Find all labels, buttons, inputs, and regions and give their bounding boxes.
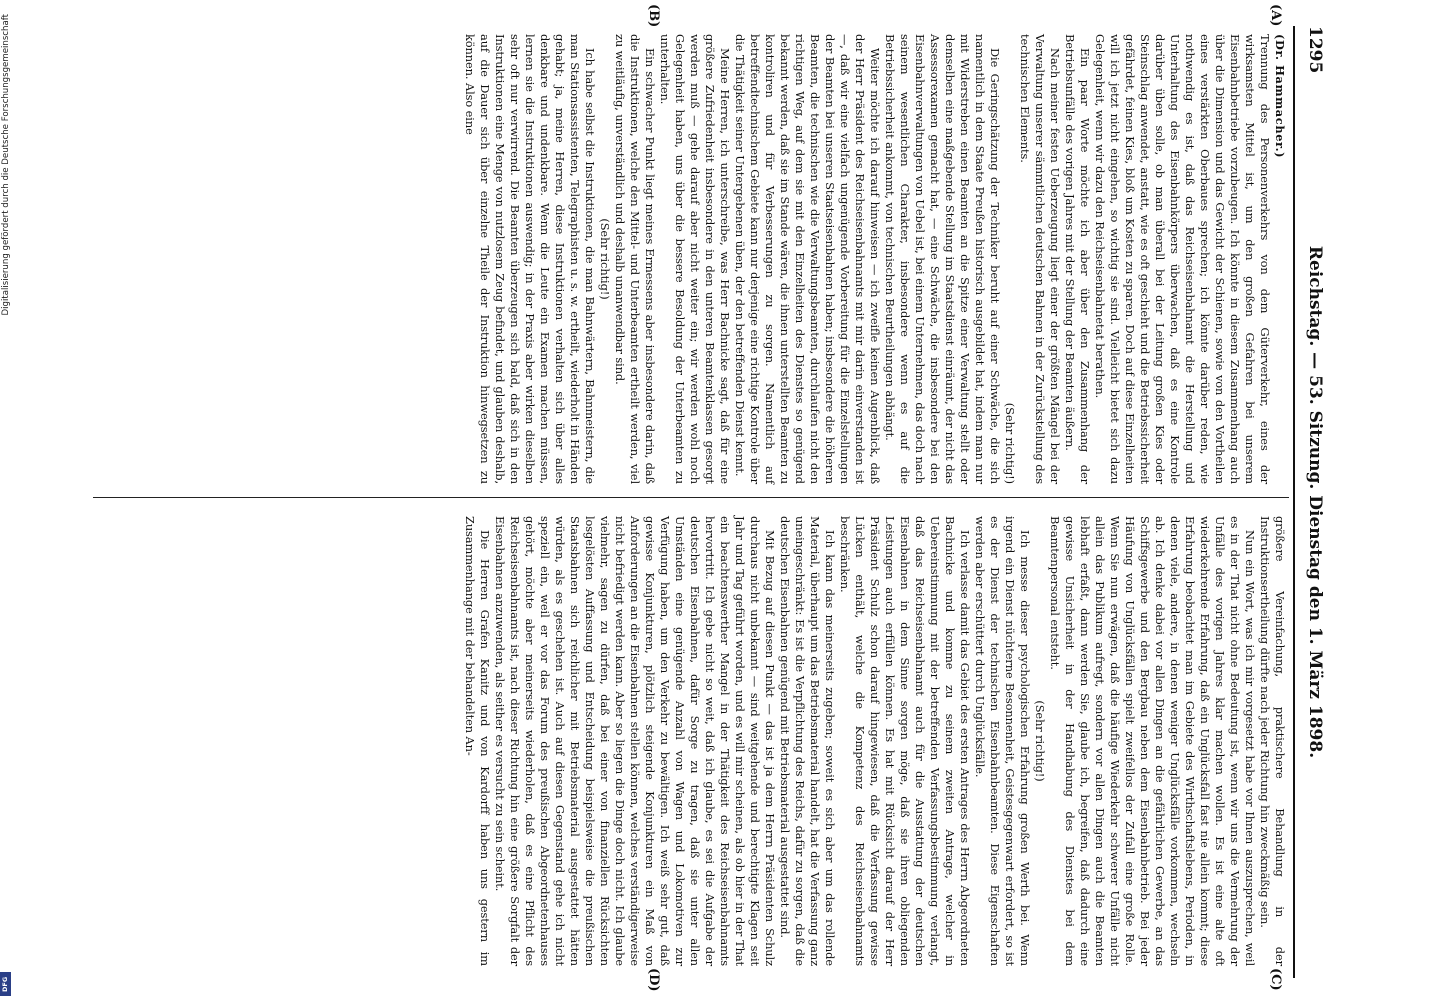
paragraph <box>1017 34 1062 484</box>
page-title: Reichstag. — 53. Sitzung. Dienstag den 1. März 1898. <box>1305 245 1325 759</box>
paragraph <box>837 516 972 966</box>
paragraph-text: größere Vereinfachung, praktischere Behandlung in der Instruktionsertheilung dürfte nach jeder Richtung hin zweckmäßig sein. <box>1258 516 1287 966</box>
paragraph <box>492 516 777 966</box>
paragraph-text: (Sehr richtig!) <box>1003 402 1017 484</box>
paragraph-text: (Sehr richtig!) <box>598 218 612 300</box>
paragraph-text: Nun ein Wort, was ich mir vorgesetzt habe vor Ihnen auszusprechen, weil es in der That nicht ohne Bedeutung ist, wenn wir uns die Vermehrung der Unfälle des vorigen Jahres klar machen wollen. Es ist eine alte oft wiederkehrende Erfahrung, daß ein Unglücksfall fast nie allein kommt; diese Erfahrung beobachtet man im Gebiete des Wirthschaftslebens, Perioden, in denen viele, andere, in denen weniger Unglücksfälle vorkommen, wechseln ab. Ich denke dabei vor allen Dingen an die gefährlichen Gewerbe, an das Schiffsgewerbe und den Bergbau neben dem Eisenbahnbetrieb. Bei jeder Häufung von Unglücksfällen spielt zweifellos der Zufall eine große Rolle. Wenn Sie nun erwägen, daß die häufige Wiederkehr schwerer Unfälle nicht allein das Publikum aufregt, sondern vor allen Dingen auch die Beamten lebhaft erfaßt, dann werden Sie, glaube ich, begreifen, daß dadurch eine gewisse Unsicherheit in der Handhabung des Dienstes bei dem Beamtenpersonal entsteht. <box>1048 516 1257 966</box>
paragraph-text: Meine Herren, ich unterschreibe, was Herr Bachnicke sagt, daß für eine größere Zufriedenheit insbesondere in den unteren Beamtenklassen gesorgt werden muß — gehe darauf aber nicht weiter ein; wir werden wohl noch Gelegenheit haben, uns über die bessere Besoldung der Unterbeamten zu unterhalten. <box>658 34 732 484</box>
footer-credit: Digitalisierung gefördert durch die Deutsche Forschungsgemeinschaft <box>1 14 11 316</box>
speaker-name: (Dr. Hammacher.) <box>1273 34 1287 159</box>
column-divider <box>93 497 1289 498</box>
paragraph-text: Weiter möchte ich darauf hinweisen — ich zweifle keinen Augenblick, daß der Herr Präsident des Reichseisenbahnamts mit mir darin einverstanden ist —, daß wir eine vielfach ungenügende Vorbereitung für die Einzelstellungen der Beamten bei unseren Staatseisenbahnen haben; insbesondere die höheren Beamten, die technischen wie die Verwaltungsbeamten, durchlaufen nicht den richtigen Weg, auf dem sie mit den Einzelheiten des Dienstes so genügend bekannt werden, daß sie im Stande wären, die ihnen unterstellten Beamten zu kontroliren und für Verbesserungen zu sorgen. Namentlich auf betreffendtechnischem Gebiete kann nur derjenige eine richtige Kontrole über die Thätigkeit seiner Untergebenen üben, der den betreffenden Dienst kennt. <box>733 34 882 484</box>
paragraph-text: Die Geringschätzung der Techniker beruht auf einer Schwäche, die sich namentlich in dem Staate Preußen historisch ausgebildet hat, indem man nur mit Widerstreben einen Beamten an die Spitze einer Verwaltung stellt oder demselben eine maßgebende Stellung im Staatsdienst einräumt, der nicht das Assessorexamen gemacht hat, — eine Schwäche, die insbesondere bei den Eisenbahnverwaltungen von Uebel ist, bei einem Unternehmen, das doch nach seinem wesentlichen Charakter, insbesondere wenn es auf die Betriebssicherheit ankommt, von technischen Beurtheilungen abhängt. <box>883 34 1002 484</box>
page-header <box>1293 26 1331 978</box>
margin-marker-d: (D) <box>646 968 661 992</box>
paragraph-text: Ich habe selbst die Instruktionen, die man Bahnwärtern, Bahnmeistern, die man Stationsassistenten, Telegraphisten u. s. w. ertheilt, wiederholt in Händen gehabt; ja, meine Herren, diese Instruktionen verhalten sich über alles denkbare und undenkbare. Wenn die Leute ein Examen machen müssen, lernen sie die Instruktionen auswendig; in der Praxis aber wirken dieselben sehr oft nur verwirrend. Die Beamten überzeugen sich bald, daß sich in den Instruktionen eine Menge von nutzlosem Zeug befindet, und glauben deshalb, auf die Dauer sich über einzelne Theile der Instruktion hinwegsetzen zu können. Also eine <box>463 34 597 484</box>
margin-marker-b: (B) <box>646 4 661 28</box>
paragraph <box>972 516 1032 966</box>
paragraph <box>462 516 492 966</box>
dfg-logo-icon: DFG <box>0 972 11 996</box>
paragraph <box>777 516 837 966</box>
paragraph-text: Mit Bezug auf diesen Punkt — das ist ja dem Herrn Präsidenten Schulz durchaus nicht unbekannt — sind weitgehende und berechtigte Klagen seit Jahr und Tag geführt worden, und es will mir scheinen, als ob hier in der That ein beachtenswerther Mangel in der Thätigkeit des Reichseisenbahnamts hervortritt. Ich gebe nicht so weit, daß ich glaube, es sei die Aufgabe der deutschen Eisenbahnen, dafür Sorge zu tragen, daß sie unter allen Umständen eine genügende Anzahl von Wagen und Lokomotiven zur Verfügung haben, um den Verkehr zu bewältigen. Ich weiß sehr gut, daß gewisse Konjunkturen, plötzlich steigende Konjunkturen ein Maß von Anforderungen an die Eisenbahnen stellen können, welches verständigerweise nicht befriedigt werden kann. Aber so liegen die Dinge doch nicht. Ich glaube vielmehr, sagen zu dürfen, daß bei einer von finanziellen Rücksichten losgelösten Auffassung und Entscheidung beispielsweise die preußischen Staatsbahnen sich reichlicher mit Betriebsmaterial ausgestattet hätten würden, als es geschehen ist. Auch auf diesen Gegenstand gehe ich nicht speziell ein, weil er vor das Forum des preußischen Abgeordnetenhauses gehört, möchte aber meinerseits wiederholen, daß es eine Pflicht des Reichseisenbahnamts ist, nach dieser Richtung hin eine größere Sorgfalt der Eisenbahnen anzuwenden, als seither es versucht zu sein scheint. <box>493 516 777 966</box>
paragraph <box>1257 516 1287 966</box>
paragraph-text: Ein schwacher Punkt liegt meines Ermessens aber insbesondere darin, daß die Instruktionen, welche den Mittel- und Unterbeamten ertheilt werden, viel zu weitläufig, unverständlich und deshalb unanwendbar sind. <box>613 34 657 484</box>
margin-marker-a: (A) <box>1268 4 1283 27</box>
paragraph <box>612 34 657 484</box>
paragraph <box>1002 34 1017 484</box>
paragraph-text: Trennung des Personenverkehrs von dem Güterverkehr, eines der wirksamsten Mittel ist, um den großen Gefahren bei unserem Eisenbahnbetriebe vorzubeugen. Ich könnte in diesem Zusammenhang auch über die Dimension und das Gewicht der Schienen, sowie von den Vortheilen eines verstärkten Oberbaues sprechen; ich könnte darüber reden, wie nothwendig es ist, daß das Reichseisenbahnamt die Herstellung und Unterhaltung des Eisenbahnkörpers überwachen, daß es eine Kontrole darüber üben solle, ob man überall bei der Leitung großen Kies oder Steinschlag anwendet, anstatt, wie es oft geschieht und die Betriebssicherheit gefährdet, feinen Kies, bloß um Kosten zu sparen. Doch auf diese Einzelheiten will ich jetzt nicht eingehen, so wichtig sie sind. Vielleicht bietet sich dazu Gelegenheit, wenn wir dazu den Reichseisenbahnetat berathen. <box>1093 34 1272 484</box>
paragraph <box>462 34 597 484</box>
paragraph <box>597 34 612 484</box>
paragraph <box>882 34 1002 484</box>
paragraph-text: Ein paar Worte möchte ich aber über den Zusammenhang der Betriebsunfälle des vorigen Jahres mit der Stellung der Beamten äußern. <box>1063 34 1092 484</box>
page-number: 1295 <box>1305 26 1325 74</box>
paragraph-text: (Sehr richtig!) <box>1033 700 1047 782</box>
paragraph <box>1272 34 1287 484</box>
paragraph <box>732 34 882 484</box>
paragraph <box>657 34 732 484</box>
paragraph-text: Ich kann das meinerseits zugeben; soweit es sich aber um das rollende Material, überhaupt um das Betriebsmaterial handelt, hat die Verfassung ganz uneingeschränkt: Es ist die Verpflichtung des Reichs, dafür zu sorgen, daß die deutschen Eisenbahnen genügend mit Betriebsmaterial ausgestattet sind. <box>778 516 837 966</box>
paragraph <box>1092 34 1272 484</box>
paragraph <box>1047 516 1257 966</box>
newspaper-sheet <box>81 0 1351 1000</box>
footer-credit-strip <box>0 0 12 1000</box>
paragraph <box>1062 34 1092 484</box>
left-text-column <box>462 34 1287 484</box>
paragraph-text: Ich verlasse damit das Gebiet des ersten Antrages des Herrn Abgeordneten Bachnicke und komme zu seinem zweiten Antrage, welcher in Uebereinstimmung mit der betreffenden Verfassungsbestimmung verlangt, daß das Reichseisenbahnamt auch für die Ausstattung der deutschen Eisenbahnen in dem Sinne sorgen möge, daß sie ihren obliegenden Leistungen auch erfüllen können. Es hat mit Rücksicht darauf der Herr Präsident Schulz schon darauf hingewiesen, daß die Verfassung gewisse Lücken enthält, welche die Kompetenz des Reichseisenbahnamts beschränken. <box>838 516 972 966</box>
paragraph-text: Ich messe dieser psychologischen Erfahrung großen Werth bei. Wenn irgend ein Dienst nüchterne Besonnenheit, Geistesgegenwart erfordert, so ist es der Dienst der technischen Eisenbahnbeamten. Diese Eigenschaften werden aber erschüttert durch Unglücksfälle. <box>973 516 1032 966</box>
right-text-column <box>462 516 1287 966</box>
margin-marker-c: (C) <box>1268 968 1283 991</box>
paragraph-text: Die Herren Grafen Kanitz und von Kardorff haben uns gestern im Zusammenhange mit der behandelten An- <box>463 516 492 966</box>
paragraph <box>1032 516 1047 966</box>
paragraph-text: Nach meiner festen Ueberzeugung liegt einer der größten Mängel bei der Verwaltung unserer sämmtlichen deutschen Bahnen in der Zurückstellung des technischen Elements. <box>1018 34 1062 484</box>
